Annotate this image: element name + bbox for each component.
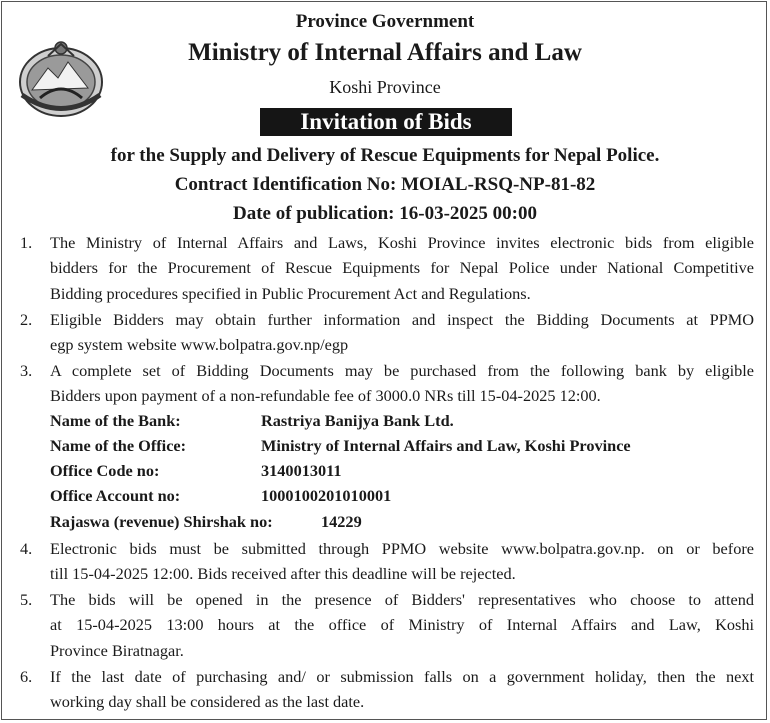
publication-date: Date of publication: 16-03-2025 00:00 [233, 203, 537, 224]
list-item [50, 307, 754, 358]
list-item [50, 536, 754, 587]
office-account-value: 1000100201010001 [261, 486, 392, 505]
province-name: Koshi Province [329, 77, 441, 97]
item-line: The bids will be opened in the presence of Bidders' representatives who choose to attend [50, 590, 754, 609]
item-line: If the last date of purchasing and/ or submission falls on a government holiday, then the next [50, 667, 754, 686]
item-number: 1. [20, 233, 33, 252]
list-item [50, 587, 754, 663]
item-line: at 15-04-2025 13:00 hours at the office of Ministry of Internal Affairs and Law, Koshi [50, 615, 754, 635]
bank-name-label: Name of the Bank: [50, 411, 181, 430]
item-line: Bidding procedures specified in Public Procurement Act and Regulations. [50, 283, 531, 303]
office-name-value: Ministry of Internal Affairs and Law, Koshi Province [261, 436, 631, 455]
province-government-heading: Province Government [295, 11, 475, 32]
office-account-label: Office Account no: [50, 486, 181, 505]
item-number: 3. [20, 361, 33, 380]
invitation-banner: Invitation of Bids [260, 108, 512, 136]
office-code-label: Office Code no: [50, 461, 160, 480]
item-line: Province Biratnagar. [50, 640, 184, 660]
office-code-value: 3140013011 [261, 461, 342, 480]
item-number: 5. [20, 590, 33, 609]
item-number: 6. [20, 667, 33, 686]
list-item [50, 358, 754, 409]
item-line: bidders for the Procurement of Rescue Equipments for Nepal Police under National Competitive [50, 258, 754, 278]
item-line: Eligible Bidders may obtain further information and inspect the Bidding Documents at PPMO [50, 310, 754, 329]
revenue-head-value: 14229 [321, 512, 362, 531]
item-line: working day shall be considered as the last date. [50, 692, 365, 712]
office-name-label: Name of the Office: [50, 436, 187, 455]
item-line: Bidders upon payment of a non-refundable fee of 3000.0 NRs till 15-04-2025 12:00. [50, 386, 601, 406]
procurement-purpose: for the Supply and Delivery of Rescue Equipments for Nepal Police. [110, 145, 660, 166]
ministry-title: Ministry of Internal Affairs and Law [188, 39, 582, 66]
bank-name-value: Rastriya Banijya Bank Ltd. [261, 411, 454, 430]
item-line: till 15-04-2025 12:00. Bids received after this deadline will be rejected. [50, 564, 516, 584]
item-line: A complete set of Bidding Documents may be purchased from the following bank by eligible [50, 361, 754, 380]
item-line: Electronic bids must be submitted through PPMO website www.bolpatra.gov.np. on or before [50, 539, 754, 558]
item-number: 4. [20, 539, 33, 558]
list-item [50, 664, 754, 715]
item-number: 2. [20, 310, 33, 329]
item-line: The Ministry of Internal Affairs and Laws, Koshi Province invites electronic bids from eligible [50, 233, 754, 252]
revenue-head-label: Rajaswa (revenue) Shirshak no: [50, 512, 273, 531]
contract-id: Contract Identification No: MOIAL-RSQ-NP-81-82 [174, 174, 596, 195]
list-item [50, 230, 754, 306]
item-line: egp system website www.bolpatra.gov.np/egp [50, 335, 349, 355]
